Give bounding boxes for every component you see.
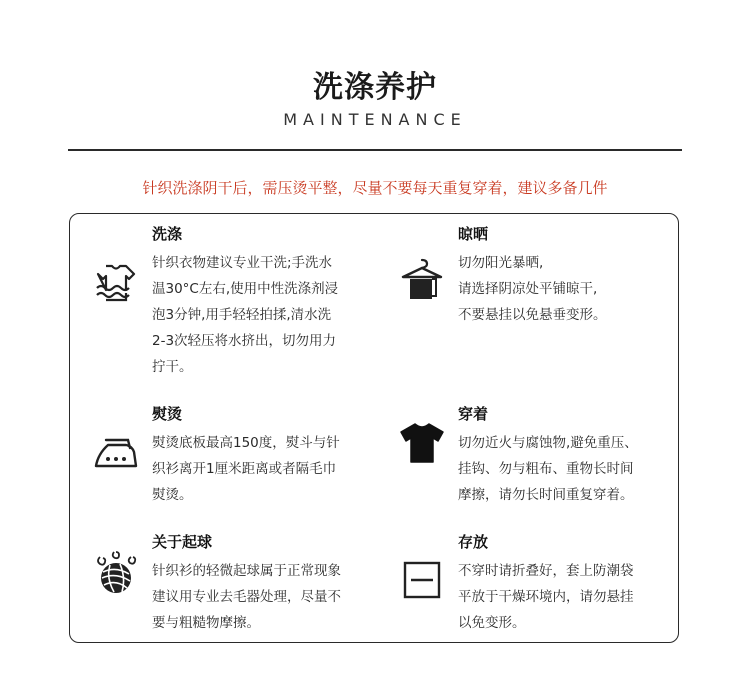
- item-heading: 穿着: [458, 405, 489, 423]
- item-body: 切勿阳光暴晒, 请选择阴凉处平铺晾干, 不要悬挂以免悬垂变形。: [458, 255, 607, 323]
- care-item-washing: [92, 224, 382, 374]
- care-item-ironing: [92, 404, 382, 504]
- item-body: 切勿近火与腐蚀物,避免重压、 挂钩、勿与粗布、重物长时间 摩擦，请勿长时间重复穿着。: [458, 435, 638, 503]
- care-item-pilling: [92, 532, 382, 632]
- care-instructions-card: [69, 213, 679, 643]
- care-notice: 针织洗涤阴干后，需压烫平整，尽量不要每天重复穿着，建议多备几件: [142, 179, 608, 197]
- hanger-drying-icon: [398, 254, 446, 302]
- page-title: 洗涤养护: [313, 70, 437, 105]
- item-body: 针织衫的轻微起球属于正常现象 建议用专业去毛器处理，尽量不 要与粗糙物摩擦。: [152, 563, 341, 631]
- item-heading: 洗涤: [152, 225, 183, 243]
- care-item-storage: [398, 532, 668, 632]
- divider: [68, 149, 682, 151]
- item-body: 熨烫底板最高150度，熨斗与针 织衫离开1厘米距离或者隔毛巾 熨烫。: [152, 435, 340, 503]
- item-heading: 关于起球: [152, 533, 213, 551]
- item-heading: 熨烫: [152, 405, 183, 423]
- washing-shirt-icon: [92, 260, 140, 308]
- folded-storage-icon: [398, 556, 446, 604]
- yarn-ball-icon: [92, 548, 140, 596]
- item-body: 针织衣物建议专业干洗;手洗水 温30°C左右,使用中性洗涤剂浸 泡3分钟,用手轻轻拍揉,清水洗 2-3次轻压将水挤出，切勿用力 拧干。: [152, 255, 339, 375]
- item-heading: 晾晒: [458, 225, 489, 243]
- care-item-drying: [398, 224, 668, 334]
- care-item-wearing: [398, 404, 668, 504]
- iron-icon: [92, 428, 140, 476]
- tshirt-icon: [398, 418, 446, 466]
- item-heading: 存放: [458, 533, 489, 551]
- item-body: 不穿时请折叠好，套上防潮袋 平放于干燥环境内，请勿悬挂 以免变形。: [458, 563, 634, 631]
- page-subtitle: MAINTENANCE: [283, 110, 467, 129]
